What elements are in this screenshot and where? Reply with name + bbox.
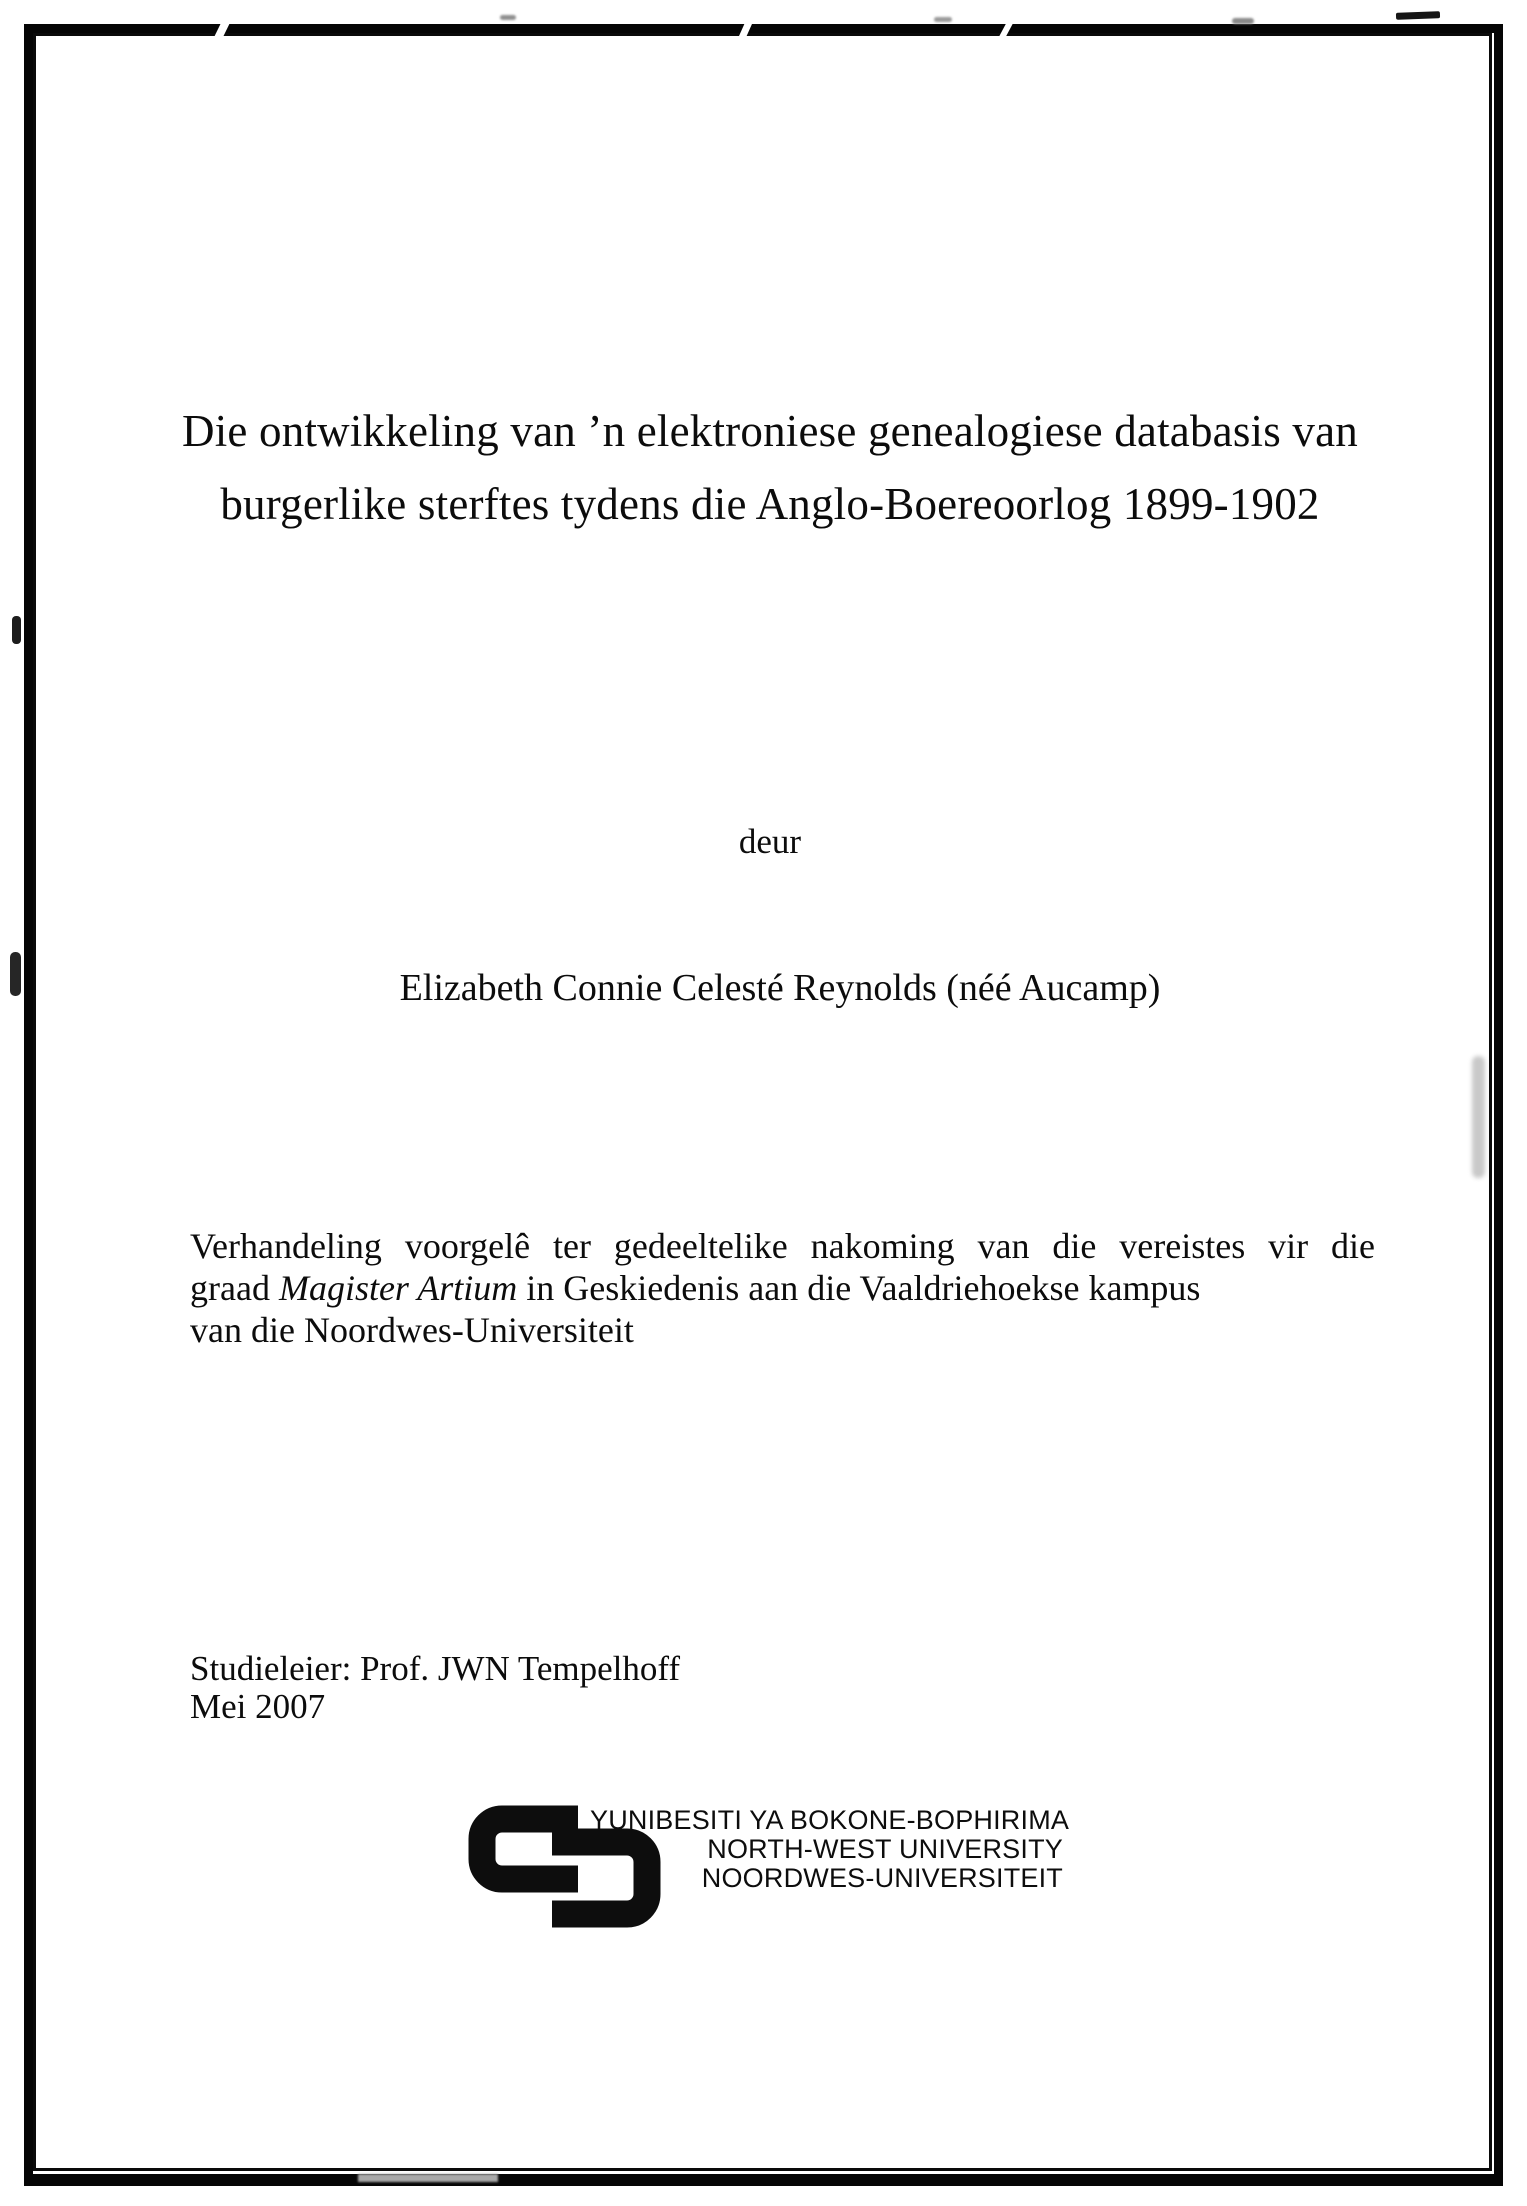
date-line: Mei 2007: [190, 1687, 326, 1726]
submission-line-2: [190, 1267, 1375, 1309]
submission-line-2-post: in Geskiedenis aan die Vaaldriehoekse kampus: [517, 1268, 1201, 1308]
logo-text-line-3: NOORDWES-UNIVERSITEIT: [701, 1863, 1063, 1893]
logo-text-line-1: YUNIBESITI YA BOKONE-BOPHIRIMA: [590, 1805, 1070, 1835]
submission-paragraph: [190, 1225, 1375, 1351]
submission-line-3: van die Noordwes-Universiteit: [190, 1310, 634, 1350]
university-logo-text: [590, 1805, 1070, 1893]
thesis-title-line-2: burgerlike sterftes tydens die Anglo-Boereoorlog 1899-1902: [220, 479, 1320, 529]
submission-line-2-pre: graad: [190, 1268, 279, 1308]
supervisor-block: [190, 1650, 1090, 1726]
scan-artifact: [1396, 11, 1440, 20]
thesis-title: [165, 395, 1375, 541]
scan-artifact: [10, 952, 21, 996]
degree-name: Magister Artium: [278, 1268, 518, 1308]
submission-line-1: Verhandeling voorgelê ter gedeeltelike nakoming van die vereistes vir die: [190, 1226, 1375, 1266]
author-name: Elizabeth Connie Celesté Reynolds (néé Aucamp): [399, 967, 1161, 1009]
scan-artifact: [500, 15, 516, 20]
scan-artifact: [934, 17, 952, 22]
scan-artifact: [12, 616, 21, 644]
byline: deur: [738, 822, 802, 861]
thesis-title-line-1: Die ontwikkeling van ’n elektroniese genealogiese databasis van: [182, 406, 1358, 456]
supervisor-line: Studieleier: Prof. JWN Tempelhoff: [190, 1649, 681, 1688]
logo-text-line-2: NORTH-WEST UNIVERSITY: [707, 1834, 1063, 1864]
